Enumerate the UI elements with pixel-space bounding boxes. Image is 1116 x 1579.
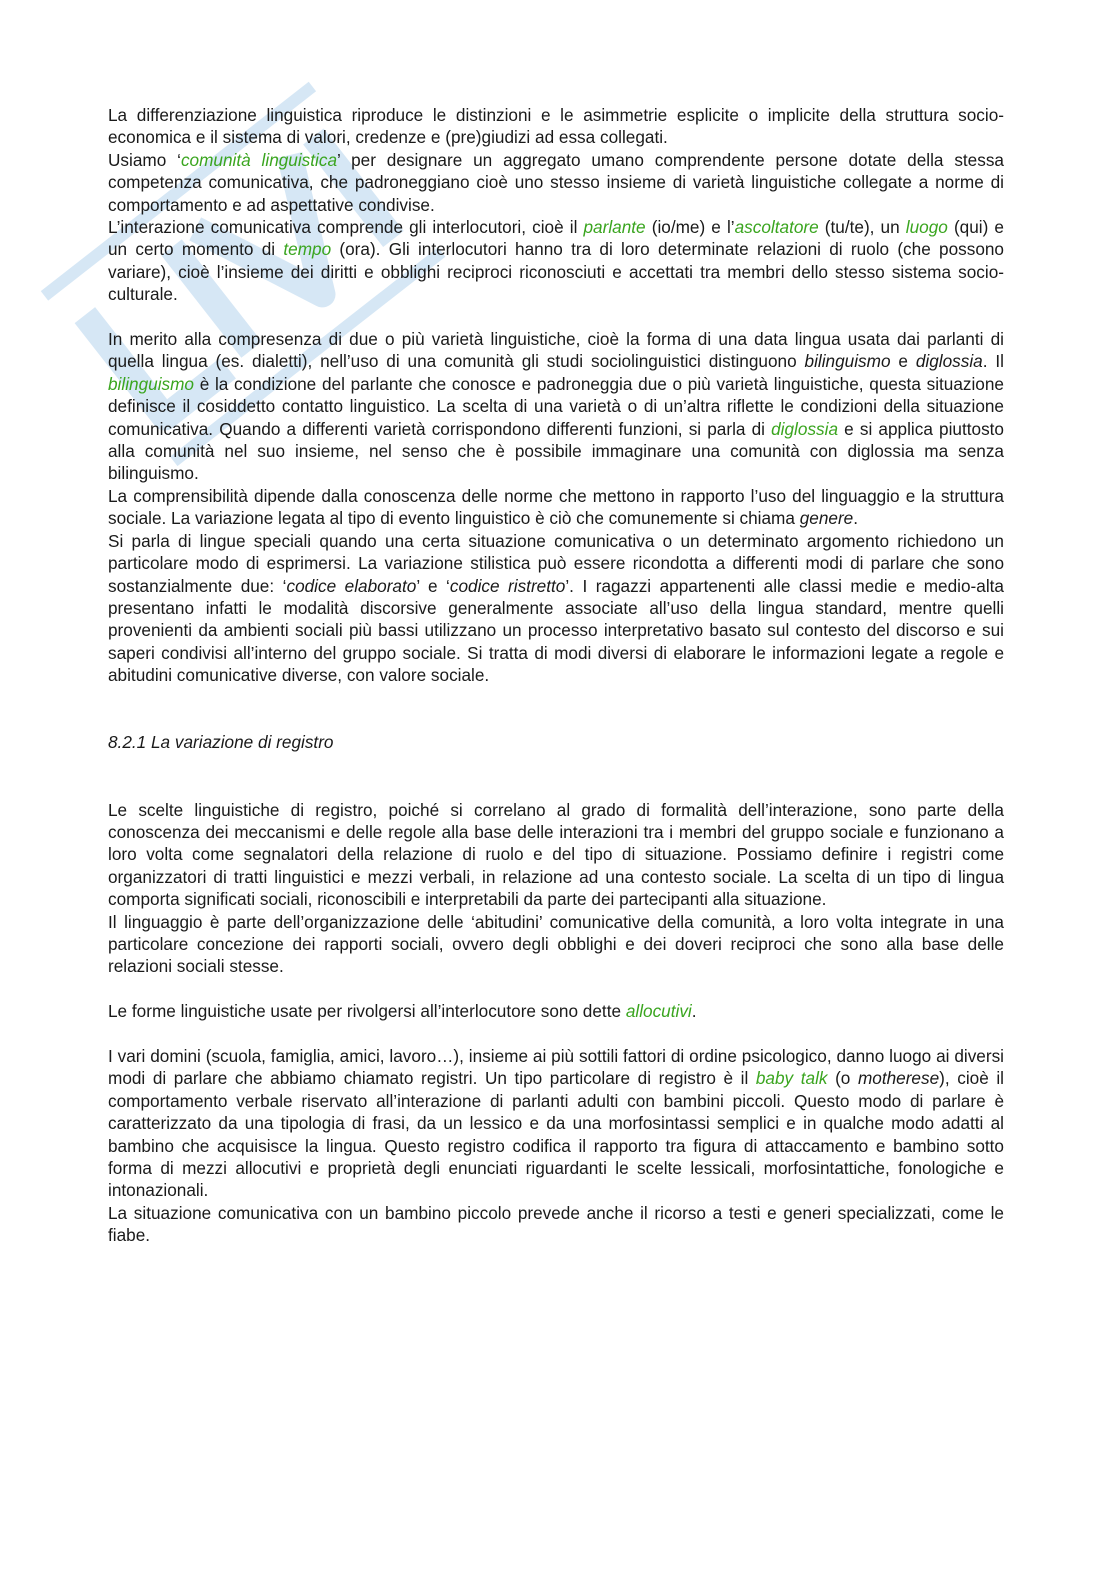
section-heading: 8.2.1 La variazione di registro [108, 732, 334, 753]
highlighted-term: ascoltatore [734, 217, 819, 238]
paragraph: Le scelte linguistiche di registro, poiché si correlano al grado di formalità dell’interazione, sono parte della conoscenza dei meccanismi e delle regole alla base delle interazioni tra i membri del gruppo sociale e funzionano a loro volta come segnalatori della relazione di ruolo e del tipo di situazione. Possiamo definire i registri come organizzatori di tratti linguistici e mezzi verbali, in relazione ad una contesto sociale. La scelta di un tipo di lingua comporta significati sociali, riconoscibili e interpretabili da parte dei partecipanti alla situazione. [108, 799, 1004, 910]
highlighted-term: comunità linguistica [180, 149, 338, 170]
highlighted-term: baby talk [755, 1068, 828, 1089]
paragraph: L’interazione comunicativa comprende gli interlocutori, cioè il parlante (io/me) e l’ascoltatore (tu/te), un luogo (qui) e un certo momento di tempo (ora). Gli interlocutori hanno tra di loro determinate relazioni di ruolo (che possono variare), cioè l’insieme dei diritti e obblighi reciproci riconosciuti e accettati tra membri dello stesso sistema socio-culturale. [108, 217, 1004, 305]
highlighted-term: bilinguismo [108, 373, 194, 394]
paragraph: La differenziazione linguistica riproduce le distinzioni e le asimmetrie esplicite o implicite della struttura socio-economica e il sistema di valori, credenze e (pre)giudizi ad essa collegati. [108, 105, 1004, 148]
paragraph: La situazione comunicativa con un bambino piccolo prevede anche il ricorso a testi e generi specializzati, come le fiabe. [108, 1202, 1004, 1246]
document-body [108, 104, 1004, 1247]
highlighted-term: allocutivi [625, 1001, 692, 1022]
highlighted-term: tempo [283, 239, 332, 260]
highlighted-term: luogo [905, 217, 948, 238]
highlighted-term: diglossia [771, 418, 839, 439]
paragraph: I vari domini (scuola, famiglia, amici, lavoro…), insieme ai più sottili fattori di ordine psicologico, danno luogo ai diversi modi di parlare che abbiamo chiamato registri. Un tipo particolare di registro è il baby talk (o motherese), cioè il comportamento verbale riservato all’interazione di parlanti adulti con bambini piccoli. Questo modo di parlare è caratterizzato da una tipologia di frasi, da un lessico e da una morfosintassi semplici e in qualche modo adatti al bambino che acquisisce la lingua. Questo registro codifica il rapporto tra figura di attaccamento e bambino sotto forma di mezzi allocutivi e proprietà degli enunciati riguardanti le scelte lessicali, morfosintattiche, fonologiche e intonazionali. [108, 1045, 1004, 1201]
paragraph: Usiamo ‘comunità linguistica’ per designare un aggregato umano comprendente persone dotate della stessa competenza comunicativa, che padroneggiano cioè uno stesso insieme di varietà linguistiche collegate a norme di comportamento e ad aspettative condivise. [108, 149, 1004, 215]
paragraph: In merito alla compresenza di due o più varietà linguistiche, cioè la forma di una data lingua usata dai parlanti di quella lingua (es. dialetti), nell’uso di una comunità gli studi sociolinguistici distinguono bilinguismo e diglossia. Il bilinguismo è la condizione del parlante che conosce e padroneggia due o più varietà linguistiche, questa situazione definisce il cosiddetto contatto linguistico. La scelta di una varietà o di un’altra riflette le condizioni della situazione comunicativa. Quando a differenti varietà corrispondono differenti funzioni, si parla di diglossia e si applica piuttosto alla comunità nel suo insieme, nel senso che è possibile immaginare una comunità con diglossia ma senza bilinguismo. [108, 329, 1004, 484]
paragraph: Si parla di lingue speciali quando una certa situazione comunicativa o un determinato argomento richiedono un particolare modo di esprimersi. La variazione stilistica può essere ricondotta a differenti modi di parlare che sono sostanzialmente due: ‘codice elaborato’ e ‘codice ristretto’. I ragazzi appartenenti alle classi medie e medio-alta presentano infatti le modalità discorsive generalmente associate all’uso della lingua standard, mentre quelli provenienti da ambienti sociali più bassi utilizzano un processo interpretativo basato sul contesto del discorso e sui saperi condivisi all’interno del gruppo sociale. Si tratta di modi diversi di elaborare le informazioni legate a regole e abitudini comunicative diverse, con valore sociale. [108, 530, 1004, 686]
paragraph: Le forme linguistiche usate per rivolgersi all’interlocutore sono dette allocutivi. [108, 1001, 697, 1022]
paragraph: La comprensibilità dipende dalla conoscenza delle norme che mettono in rapporto l’uso del linguaggio e la struttura sociale. La variazione legata al tipo di evento linguistico è ciò che comunemente si chiama genere. [108, 485, 1004, 529]
paragraph: Il linguaggio è parte dell’organizzazione delle ‘abitudini’ comunicative della comunità, a loro volta integrate in una particolare concezione dei rapporti sociali, ovvero degli obblighi e dei doveri reciproci che sono alla base delle relazioni sociali stesse. [108, 911, 1004, 977]
highlighted-term: parlante [583, 217, 646, 238]
